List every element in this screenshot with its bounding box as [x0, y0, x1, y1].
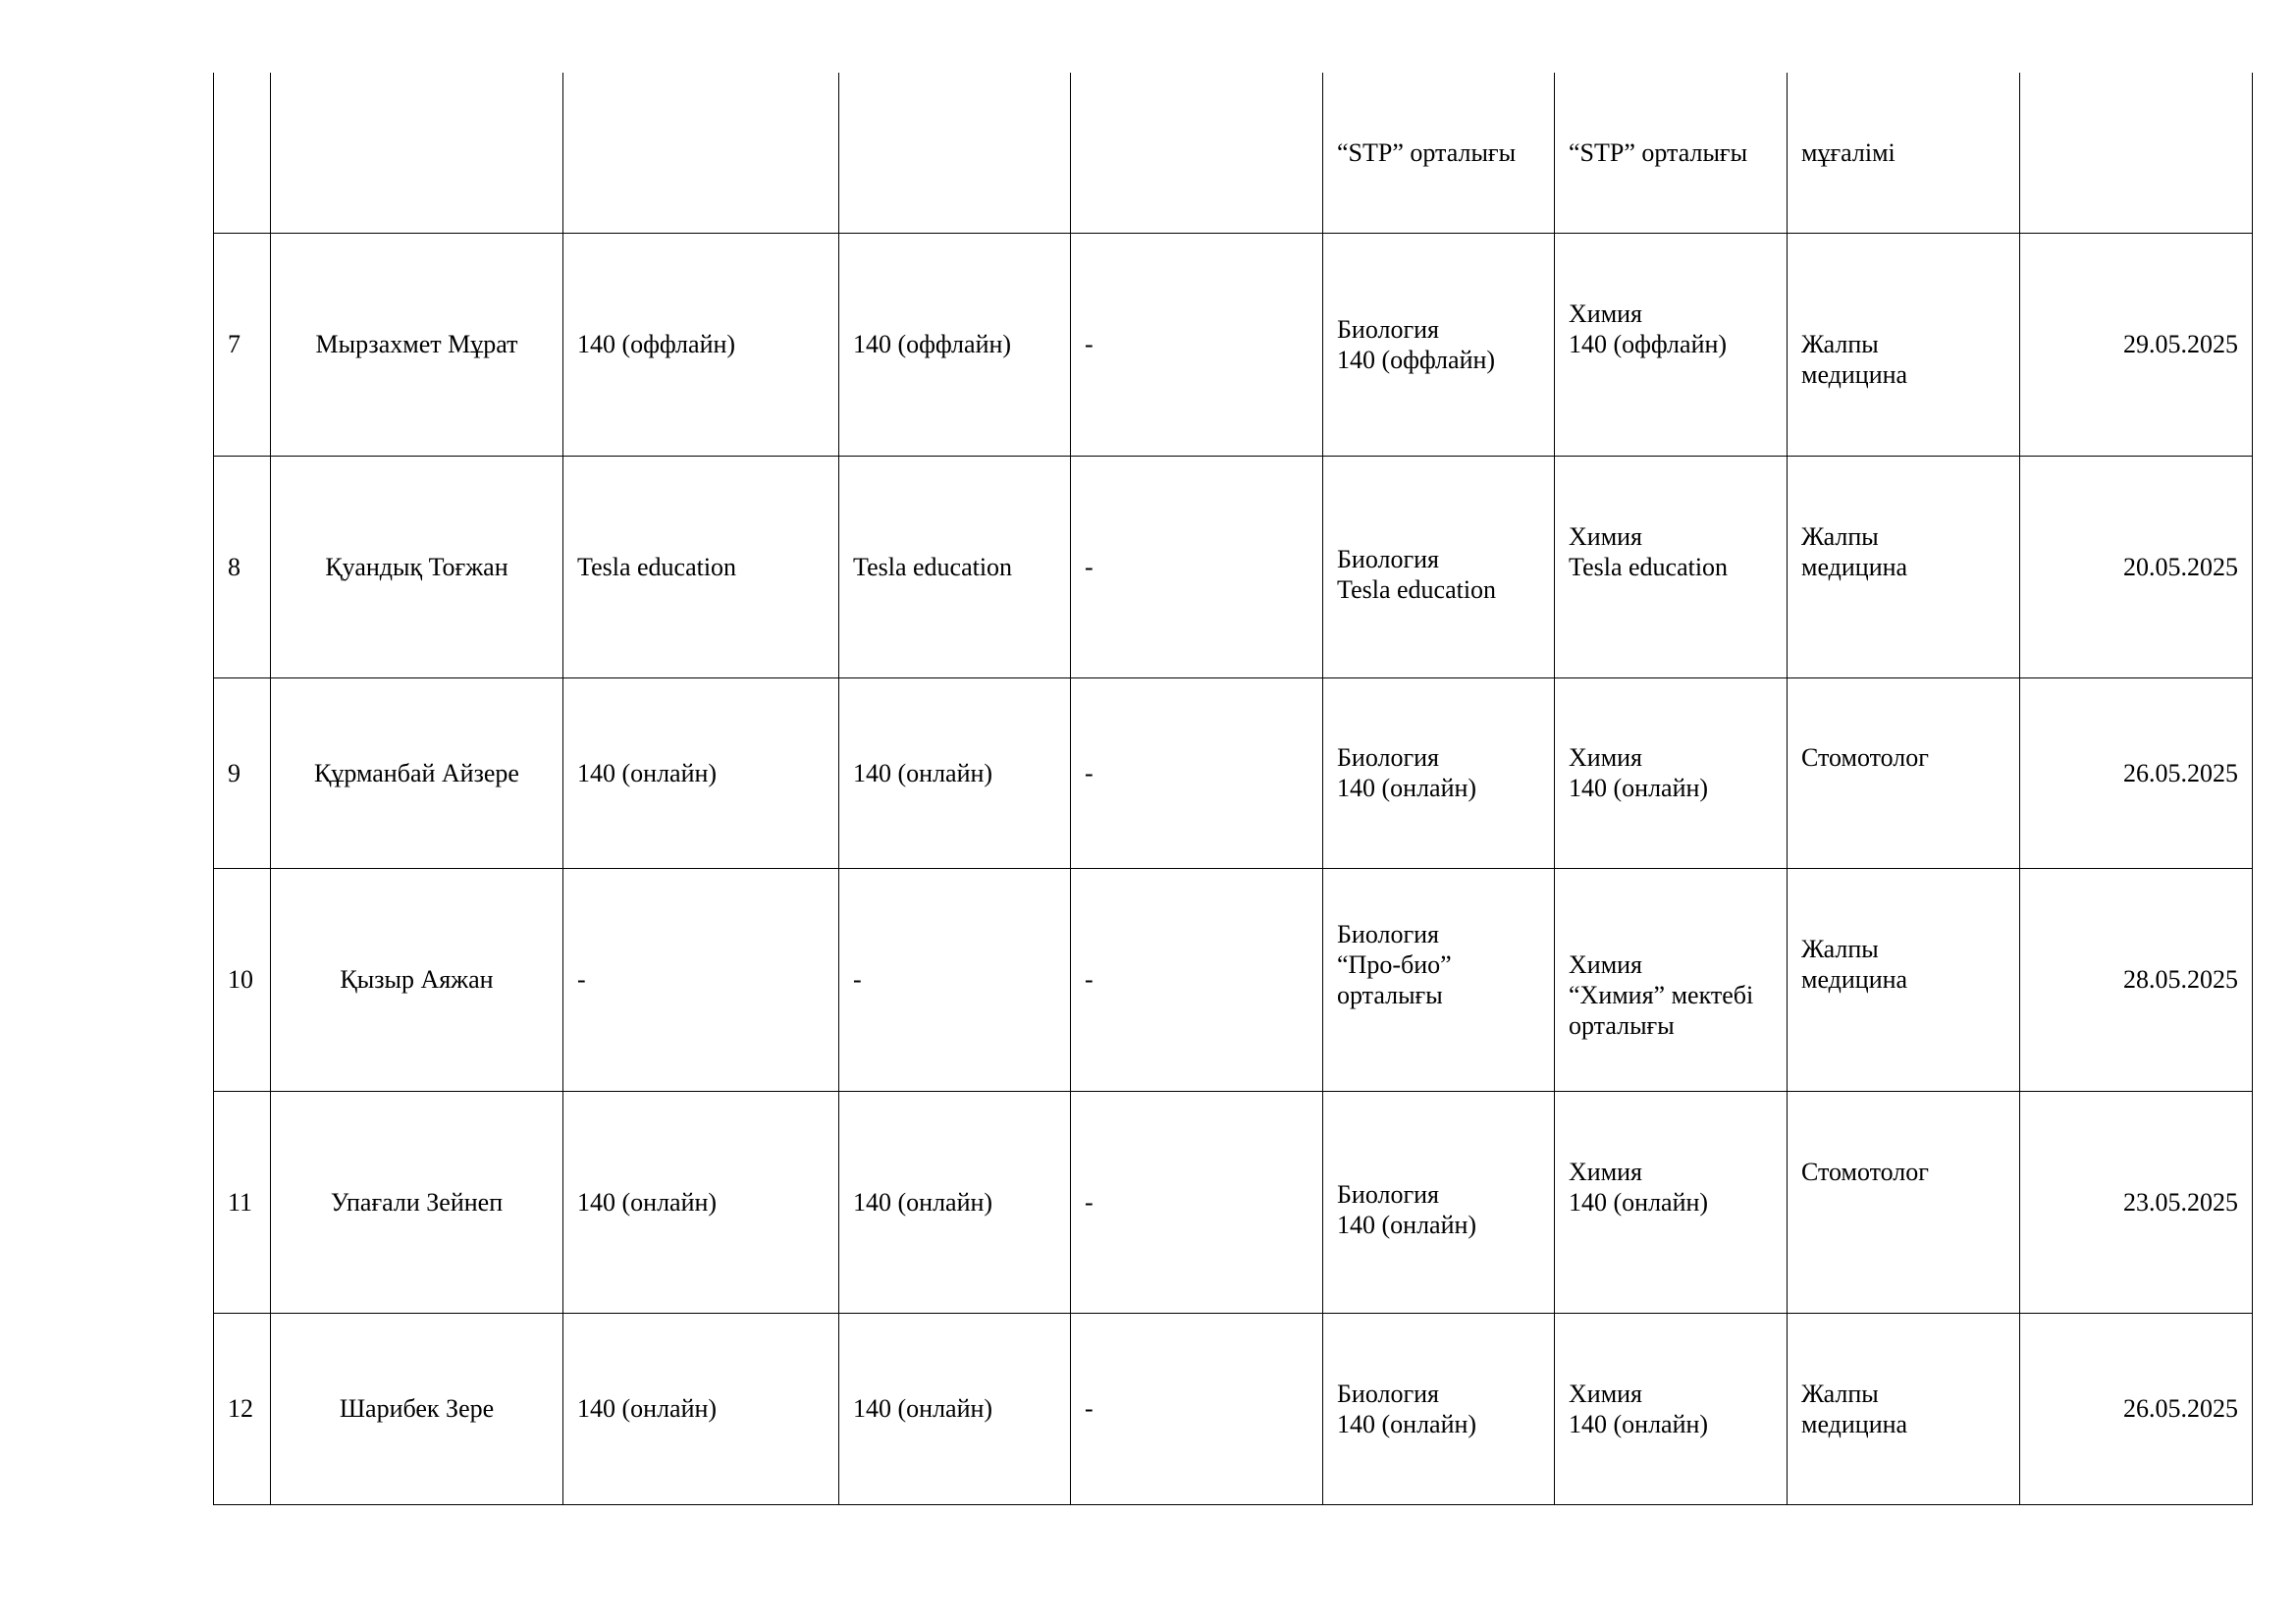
table-cell: -	[839, 868, 1071, 1091]
table-row	[214, 1091, 2253, 1313]
student-name: Шарибек Зере	[271, 1313, 563, 1504]
table-cell-chemistry: Химия 140 (оффлайн)	[1555, 233, 1788, 456]
table-cell: 140 (онлайн)	[563, 1091, 839, 1313]
table-cell-chemistry: Химия 140 (онлайн)	[1555, 1091, 1788, 1313]
student-name: Қызыр Аяжан	[271, 868, 563, 1091]
table-cell	[1071, 73, 1323, 233]
student-name: Қуандық Тоғжан	[271, 456, 563, 677]
table-cell-chemistry: Химия 140 (онлайн)	[1555, 677, 1788, 868]
table-cell-biology: Биология Tesla education	[1323, 456, 1555, 677]
row-number: 12	[214, 1313, 271, 1504]
table-cell	[271, 73, 563, 233]
table-cell	[2020, 73, 2253, 233]
students-table	[213, 73, 2253, 1505]
table-cell	[563, 73, 839, 233]
table-cell-date: 23.05.2025	[2020, 1091, 2253, 1313]
table-cell-profession: Жалпы медицина	[1788, 456, 2020, 677]
table-cell: -	[1071, 868, 1323, 1091]
table-cell-chemistry: Химия Tesla education	[1555, 456, 1788, 677]
table-cell: 140 (онлайн)	[839, 677, 1071, 868]
table-cell-profession: Жалпы медицина	[1788, 868, 2020, 1091]
table-row	[214, 1313, 2253, 1504]
table-cell-biology: Биология 140 (онлайн)	[1323, 677, 1555, 868]
table-row	[214, 456, 2253, 677]
table-cell: -	[1071, 677, 1323, 868]
table-cell: 140 (онлайн)	[563, 677, 839, 868]
student-name: Упағали Зейнеп	[271, 1091, 563, 1313]
table-cell-date: 20.05.2025	[2020, 456, 2253, 677]
table-cell-biology: “STP” орталығы	[1323, 73, 1555, 233]
table-cell: Tesla education	[563, 456, 839, 677]
table-cell-profession: мұғалімі	[1788, 73, 2020, 233]
table-cell: -	[1071, 1313, 1323, 1504]
table-cell: -	[1071, 1091, 1323, 1313]
table-cell: -	[563, 868, 839, 1091]
row-number: 9	[214, 677, 271, 868]
table-cell-profession: Жалпы медицина	[1788, 233, 2020, 456]
table-row	[214, 233, 2253, 456]
table-cell-date: 26.05.2025	[2020, 1313, 2253, 1504]
table-cell: 140 (оффлайн)	[563, 233, 839, 456]
table-cell-biology: Биология 140 (онлайн)	[1323, 1313, 1555, 1504]
table-cell-chemistry: Химия “Химия” мектебі орталығы	[1555, 868, 1788, 1091]
table-row-continued	[214, 73, 2253, 233]
table-cell	[214, 73, 271, 233]
table-cell	[839, 73, 1071, 233]
table-cell: Tesla education	[839, 456, 1071, 677]
table-cell-profession: Стомотолог	[1788, 1091, 2020, 1313]
student-name: Құрманбай Айзере	[271, 677, 563, 868]
table-cell-chemistry: “STP” орталығы	[1555, 73, 1788, 233]
table-cell: 140 (оффлайн)	[839, 233, 1071, 456]
table-cell: 140 (онлайн)	[839, 1091, 1071, 1313]
row-number: 11	[214, 1091, 271, 1313]
table-cell-chemistry: Химия 140 (онлайн)	[1555, 1313, 1788, 1504]
table-cell-date: 26.05.2025	[2020, 677, 2253, 868]
student-name: Мырзахмет Мұрат	[271, 233, 563, 456]
table-cell-biology: Биология 140 (оффлайн)	[1323, 233, 1555, 456]
table-row	[214, 677, 2253, 868]
table-cell: -	[1071, 233, 1323, 456]
table-cell-date: 28.05.2025	[2020, 868, 2253, 1091]
table-cell-profession: Жалпы медицина	[1788, 1313, 2020, 1504]
table-cell-biology: Биология 140 (онлайн)	[1323, 1091, 1555, 1313]
row-number: 8	[214, 456, 271, 677]
table-cell-biology: Биология “Про-био” орталығы	[1323, 868, 1555, 1091]
table-cell: 140 (онлайн)	[839, 1313, 1071, 1504]
table-cell-profession: Стомотолог	[1788, 677, 2020, 868]
row-number: 7	[214, 233, 271, 456]
table-cell-date: 29.05.2025	[2020, 233, 2253, 456]
table-cell: 140 (онлайн)	[563, 1313, 839, 1504]
table-row	[214, 868, 2253, 1091]
table-cell: -	[1071, 456, 1323, 677]
row-number: 10	[214, 868, 271, 1091]
